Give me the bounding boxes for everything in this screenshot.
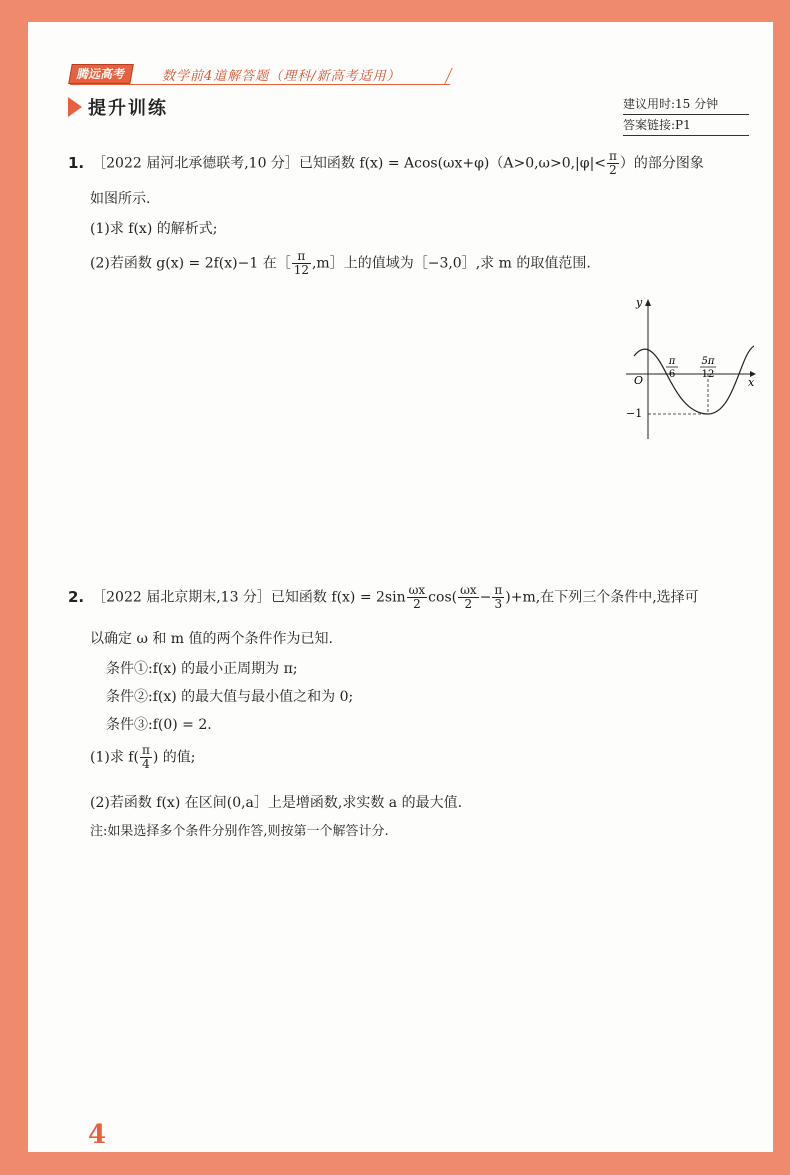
q1-text: ［2022 届河北承德联考,10 分］已知函数 f(x) = Acos(ωx+φ)（A>0,ω>0,|φ|< — [92, 155, 607, 172]
curve — [634, 346, 754, 414]
q2-part2: (2)若函数 f(x) 在区间(0,a］上是增函数,求实数 a 的最大值. — [90, 795, 463, 811]
q2-condition-1: 条件①:f(x) 的最小正周期为 π; — [106, 661, 298, 677]
q2-line1: 2. ［2022 届北京期末,13 分］已知函数 f(x) = 2sin $\frac{\omega x}{2}$ cos( $\frac{\omega x}{2}$ − $\frac{\pi}{3}$ )+m,在下列三个条件中,选择可 — [68, 583, 699, 611]
meta-box — [623, 94, 749, 136]
brand-logo: 腾远高考 — [68, 64, 134, 84]
q1-line2: 如图所示. — [90, 191, 151, 207]
y-label: y — [636, 296, 643, 309]
q1-frac: $\frac{\pi}{2}$ — [609, 149, 617, 177]
tick-pi-6-d: 6 — [668, 369, 676, 380]
page — [28, 22, 773, 1152]
suggested-time: 建议用时:15 分钟 — [623, 94, 749, 115]
q1-number: 1. — [68, 153, 85, 172]
header-divider — [70, 84, 450, 85]
q1-line1 — [68, 150, 704, 177]
origin-label: O — [634, 374, 644, 387]
x-label: x — [748, 376, 755, 389]
q2-line2: 以确定 ω 和 m 值的两个条件作为已知. — [90, 631, 333, 647]
minus-one-label: −1 — [626, 407, 643, 420]
answer-link: 答案链接:P1 — [623, 115, 749, 136]
y-axis-arrow — [645, 299, 651, 306]
tick-5pi-12-d: 12 — [701, 369, 715, 380]
q2-condition-2: 条件②:f(x) 的最大值与最小值之和为 0; — [106, 689, 354, 705]
q1-part2-frac: $\frac{\pi}{12}$ — [293, 249, 309, 277]
q2-number: 2. — [68, 587, 85, 606]
q2-condition-3: 条件③:f(0) = 2. — [106, 717, 212, 733]
q1-part1: (1)求 f(x) 的解析式; — [90, 221, 218, 237]
section-title: 提升训练 — [88, 98, 168, 119]
q2-note: 注:如果选择多个条件分别作答,则按第一个解答计分. — [90, 824, 389, 839]
series-title: 数学前4道解答题（理科/新高考适用） — [162, 69, 401, 84]
tick-5pi-12-n: 5π — [701, 356, 715, 367]
q1-part2: (2)若函数 g(x) = 2f(x)−1 在［ $\frac{\pi}{12}$ ,m］上的值域为［−3,0］,求 m 的取值范围. — [90, 249, 591, 277]
page-number: 4 — [88, 1120, 107, 1150]
q1-text-end: ）的部分图象 — [619, 155, 704, 172]
section-heading — [68, 94, 168, 120]
tick-pi-6-n: π — [668, 356, 676, 367]
header-slash — [444, 68, 464, 84]
cosine-graph — [620, 294, 760, 444]
q2-part1: (1)求 f( $\frac{\pi}{4}$ ) 的值; — [90, 743, 196, 771]
triangle-icon — [68, 97, 82, 117]
header — [70, 62, 460, 86]
